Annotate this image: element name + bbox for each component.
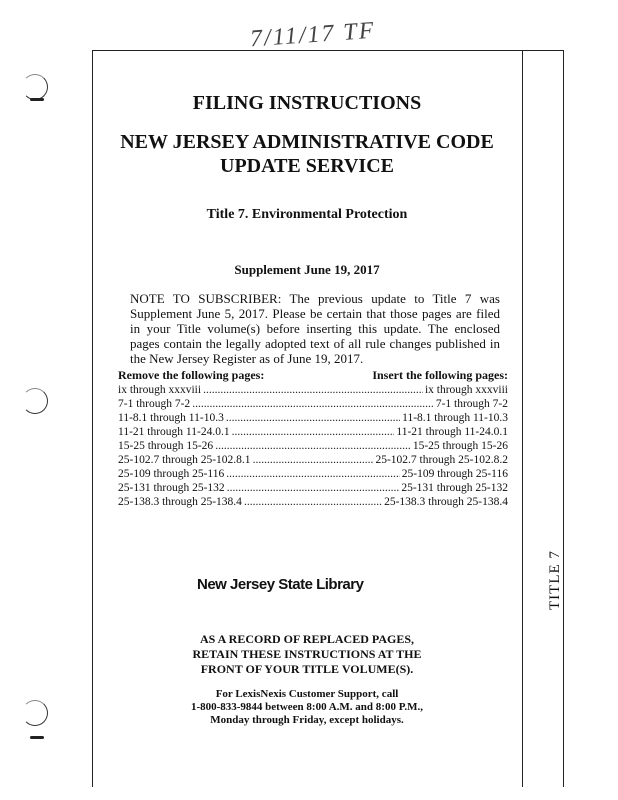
remove-header: Remove the following pages:	[118, 368, 265, 382]
pages-list-header	[118, 368, 508, 383]
subtitle: Title 7. Environmental Protection	[206, 207, 408, 222]
punch-mark	[30, 736, 44, 739]
insert-range: 25-102.7 through 25-102.8.2	[375, 454, 508, 466]
punch-hole-icon	[22, 388, 48, 414]
punch-hole-icon	[22, 700, 48, 726]
code-title	[92, 130, 522, 178]
list-item	[118, 482, 508, 496]
document-title: FILING INSTRUCTIONS	[192, 92, 422, 114]
remove-range: 25-131 through 25-132	[118, 482, 225, 494]
code-title-line1: NEW JERSEY ADMINISTRATIVE CODE	[120, 131, 494, 153]
leader-dots	[226, 468, 399, 480]
remove-range: 25-109 through 25-116	[118, 468, 225, 480]
punch-hole-icon	[22, 74, 48, 100]
list-item	[118, 426, 508, 440]
insert-range: 15-25 through 15-26	[412, 440, 508, 452]
leader-dots	[232, 426, 395, 438]
retain-line: FRONT OF YOUR TITLE VOLUME(S).	[200, 662, 414, 676]
insert-range: 11-8.1 through 11-10.3	[402, 412, 508, 424]
remove-range: 15-25 through 15-26	[118, 440, 214, 452]
punch-mark	[30, 98, 44, 101]
insert-range: 25-131 through 25-132	[401, 482, 508, 494]
support-line: For LexisNexis Customer Support, call	[215, 688, 399, 700]
remove-range: ix through xxxviii	[118, 384, 202, 396]
insert-range: 25-138.3 through 25-138.4	[384, 496, 508, 508]
retain-notice	[92, 632, 522, 677]
leader-dots	[253, 454, 374, 466]
leader-dots	[215, 440, 411, 452]
leader-dots	[203, 384, 423, 396]
remove-range: 25-102.7 through 25-102.8.1	[118, 454, 251, 466]
list-item	[118, 496, 508, 510]
insert-range: 25-109 through 25-116	[401, 468, 508, 480]
leader-dots	[192, 398, 434, 410]
supplement-date: Supplement June 19, 2017	[234, 262, 380, 277]
remove-range: 11-8.1 through 11-10.3	[118, 412, 224, 424]
library-stamp: New Jersey State Library	[197, 576, 364, 593]
support-phone: 1-800-833-9844 between 8:00 A.M. and 8:00 P.M.,	[190, 701, 424, 713]
list-item	[118, 384, 508, 398]
leader-dots	[244, 496, 382, 508]
support-info	[92, 688, 522, 727]
handwritten-date: 7/11/17 TF	[249, 17, 377, 53]
insert-range: ix through xxxviii	[424, 384, 508, 396]
leader-dots	[227, 482, 400, 494]
list-item	[118, 468, 508, 482]
remove-range: 7-1 through 7-2	[118, 398, 191, 410]
code-title-line2: UPDATE SERVICE	[220, 155, 394, 177]
retain-line: AS A RECORD OF REPLACED PAGES,	[199, 632, 415, 646]
subscriber-note: NOTE TO SUBSCRIBER: The previous update to Title 7 was Supplement June 5, 2017. Please be certain that those pages are filed in your Title volume(s) before inserting this update. The enclosed pages contain the legally adopted text of all rule changes published in the New Jersey Register as of June 19, 2017.	[130, 291, 500, 366]
list-item	[118, 412, 508, 426]
pages-list	[118, 368, 508, 510]
remove-range: 25-138.3 through 25-138.4	[118, 496, 242, 508]
tab-column	[522, 50, 564, 787]
leader-dots	[226, 412, 400, 424]
support-hours: Monday through Friday, except holidays.	[210, 714, 404, 726]
tab-label: TITLE 7	[547, 550, 563, 610]
insert-range: 11-21 through 11-24.0.1	[396, 426, 508, 438]
list-item	[118, 398, 508, 412]
remove-range: 11-21 through 11-24.0.1	[118, 426, 230, 438]
list-item	[118, 454, 508, 468]
insert-header: Insert the following pages:	[372, 368, 508, 382]
retain-line: RETAIN THESE INSTRUCTIONS AT THE	[192, 647, 422, 661]
insert-range: 7-1 through 7-2	[435, 398, 508, 410]
list-item	[118, 440, 508, 454]
